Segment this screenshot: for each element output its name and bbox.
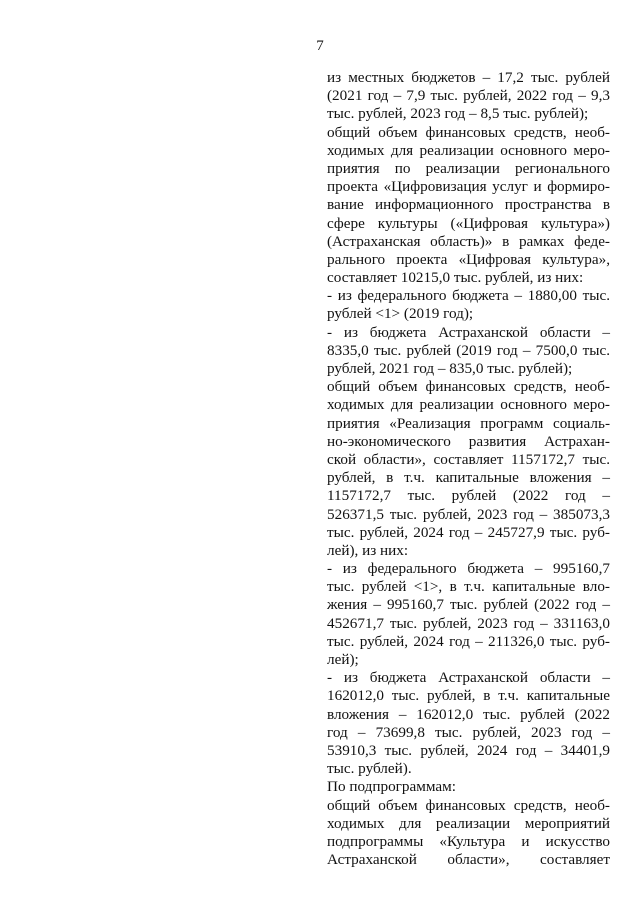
text-line: лей); [327, 651, 359, 668]
text-line: общий объем финансовых средств, необ- [327, 796, 610, 814]
text-line: тыс. рублей <1>, в т.ч. капитальные вло- [327, 578, 610, 596]
text-line: 162012,0 тыс. рублей, в т.ч. капитальные [327, 687, 610, 705]
text-line: - из бюджета Астраханской области – [327, 669, 610, 687]
text-line: составляет 10215,0 тыс. рублей, из них: [327, 269, 584, 287]
text-line: (2021 год – 7,9 тыс. рублей, 2022 год – 9,3 [327, 87, 610, 105]
text-line: из местных бюджетов – 17,2 тыс. рублей [327, 69, 610, 86]
text-line: ходимых для реализации мероприятий [327, 814, 610, 832]
text-line: вложения – 162012,0 тыс. рублей (2022 [327, 705, 610, 723]
text-line: 526371,5 тыс. рублей, 2023 год – 385073,3 [327, 505, 610, 523]
text-line: тыс. рублей, 2023 год – 8,5 тыс. рублей); [327, 105, 589, 123]
text-line: тыс. рублей, 2024 год – 211326,0 тыс. руб- [327, 632, 610, 650]
text-line: (Астраханская область)» в рамках феде- [327, 232, 610, 250]
text-line: 8335,0 тыс. рублей (2019 год – 7500,0 тыс. [327, 341, 610, 359]
text-line: ской области», составляет 1157172,7 тыс. [327, 450, 610, 468]
text-line: подпрограммы «Культура и искусство [327, 832, 610, 850]
text-line: - из бюджета Астраханской области – [327, 323, 610, 341]
text-line: рублей, 2021 год – 835,0 тыс. рублей); [327, 360, 573, 377]
text-line: По подпрограммам: [327, 778, 456, 796]
text-line: проекта «Цифровизация услуг и формиро- [327, 178, 610, 196]
text-line: 53910,3 тыс. рублей, 2024 год – 34401,9 [327, 741, 610, 759]
text-line: общий объем финансовых средств, необ- [327, 123, 610, 141]
text-line: - из федерального бюджета – 995160,7 [327, 560, 610, 578]
text-line: Астраханской области», составляет [327, 851, 610, 869]
text-line: лей), из них: [327, 541, 409, 559]
page-number: 7 [316, 38, 324, 54]
text-line: но-экономического развития Астрахан- [327, 432, 610, 450]
text-line: 452671,7 тыс. рублей, 2023 год – 331163,0 [327, 614, 610, 632]
text-line: 1157172,7 тыс. рублей (2022 год – [327, 487, 610, 505]
text-line: общий объем финансовых средств, необ- [327, 378, 610, 396]
text-line: рублей, в т.ч. капитальные вложения – [327, 469, 610, 487]
text-line: сфере культуры («Цифровая культура») [327, 214, 610, 232]
text-line: тыс. рублей, 2024 год – 245727,9 тыс. руб- [327, 523, 610, 541]
text-line: вание информационного пространства в [327, 196, 610, 214]
text-line: приятия по реализации регионального [327, 159, 610, 177]
text-column [327, 69, 610, 869]
text-line: жения – 995160,7 тыс. рублей (2022 год – [327, 596, 610, 614]
text-line: ходимых для реализации основного меро- [327, 141, 610, 159]
text-line: рального проекта «Цифровая культура», [327, 250, 610, 268]
text-line: рублей <1> (2019 год); [327, 305, 474, 323]
text-line: тыс. рублей). [327, 760, 412, 778]
text-line: год – 73699,8 тыс. рублей, 2023 год – [327, 723, 610, 741]
text-line: ходимых для реализации основного меро- [327, 396, 610, 414]
text-line: - из федерального бюджета – 1880,00 тыс. [327, 287, 610, 305]
text-line: приятия «Реализация программ социаль- [327, 414, 610, 432]
